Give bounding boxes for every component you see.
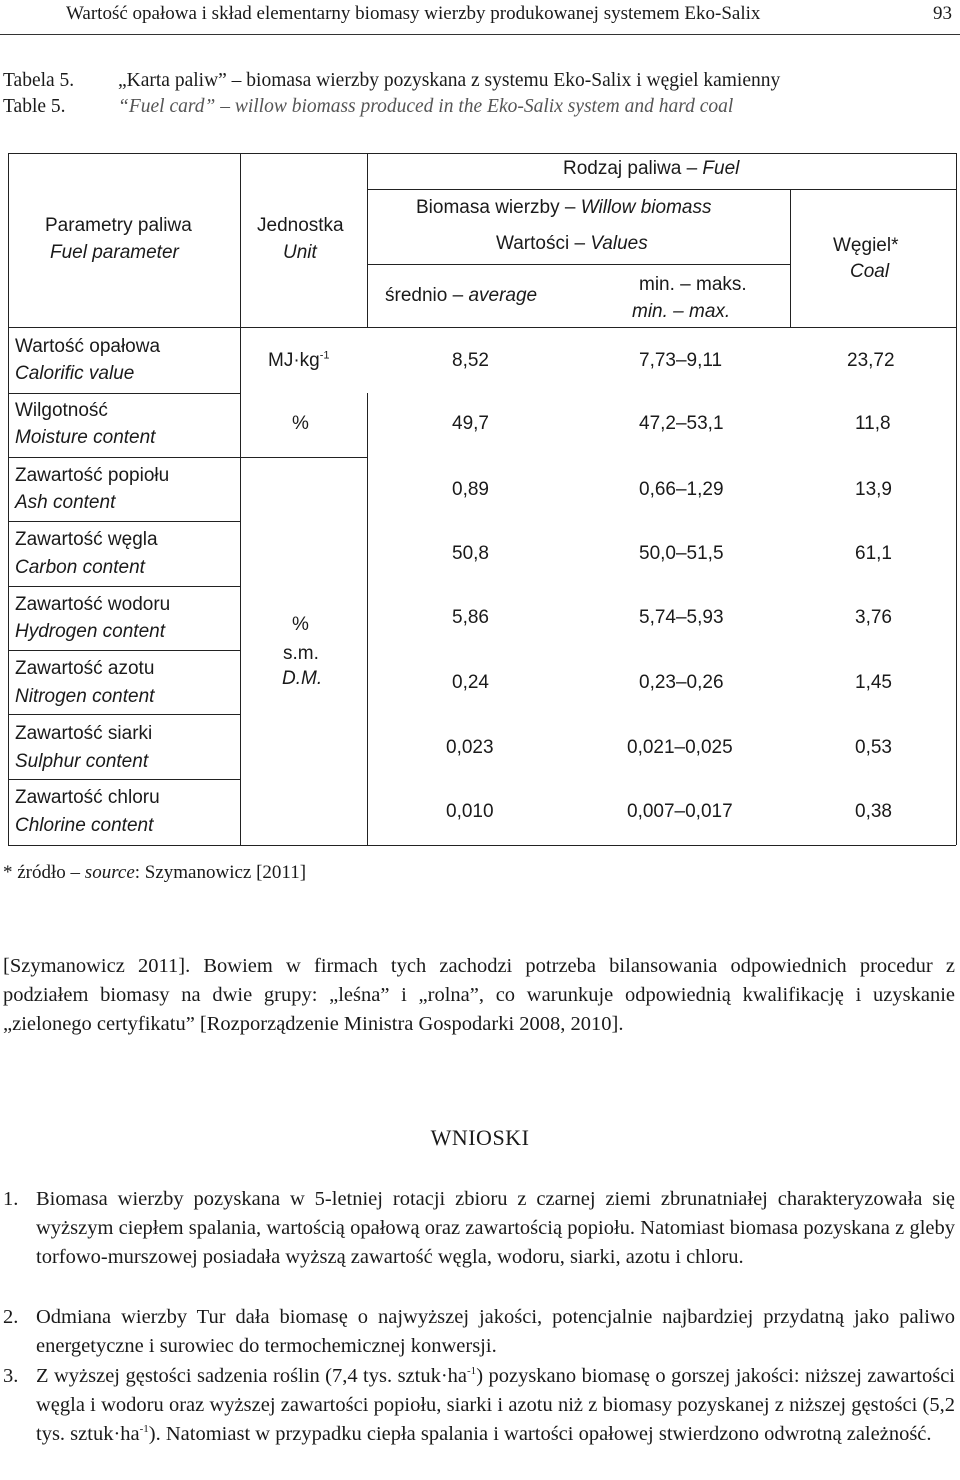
list-number: 1. — [3, 1188, 19, 1210]
list-text-sup: -1 — [467, 1365, 477, 1378]
param-en: Chlorine content — [15, 815, 154, 836]
head-coal-pl: Węgiel* — [833, 235, 899, 256]
head-avg-pl: średnio – — [385, 285, 464, 306]
value-range: 5,74–5,93 — [639, 607, 724, 628]
rule-row-5 — [8, 650, 240, 651]
list-number: 2. — [3, 1306, 19, 1328]
page-number: 93 — [933, 3, 952, 24]
table-caption-en — [3, 96, 733, 118]
list-item — [3, 1362, 955, 1449]
list-number: 3. — [3, 1365, 19, 1387]
value-average: 0,023 — [446, 737, 494, 758]
head-biomass — [416, 197, 711, 219]
running-header — [0, 0, 960, 35]
value-range: 0,66–1,29 — [639, 479, 724, 500]
section-title: WNIOSKI — [430, 1125, 530, 1150]
table-bottom-rule — [8, 845, 956, 846]
head-coal-en: Coal — [850, 261, 890, 282]
value-average: 49,7 — [452, 413, 489, 434]
list-text-part: ). Natomiast w przypadku ciepła spalania i wartości opałowej stwierdzono odwrotną zależność. — [148, 1423, 932, 1445]
param-en: Sulphur content — [15, 751, 149, 772]
param-pl: Wilgotność — [15, 400, 108, 421]
unit-calorific — [268, 350, 330, 372]
head-minmax-en: min. – max. — [632, 301, 731, 322]
head-values — [496, 233, 648, 255]
value-average: 50,8 — [452, 543, 489, 564]
value-coal: 23,72 — [847, 350, 895, 371]
head-param-en: Fuel parameter — [50, 242, 179, 263]
rule-header-bottom — [8, 327, 956, 328]
running-title: Wartość opałowa i skład elementarny biomasy wierzby produkowanej systemem Eko-Salix — [66, 3, 761, 24]
caption-text-pl: „Karta paliw” – biomasa wierzby pozyskana z systemu Eko-Salix i węgiel kamienny — [118, 70, 781, 91]
vrule-unit-body — [367, 393, 368, 845]
rule-row-3 — [8, 521, 240, 522]
param-pl: Zawartość azotu — [15, 658, 155, 679]
param-en: Moisture content — [15, 427, 156, 448]
vrule-right — [956, 153, 957, 845]
footnote-source-word: source — [84, 862, 135, 883]
rule-biomass — [367, 264, 790, 265]
param-en: Calorific value — [15, 363, 135, 384]
value-range: 47,2–53,1 — [639, 413, 724, 434]
param-en: Ash content — [15, 492, 116, 513]
footnote-suffix: : Szymanowicz [2011] — [134, 862, 307, 883]
value-range: 0,007–0,017 — [627, 801, 733, 822]
head-fuel-pl: Rodzaj paliwa – — [563, 158, 698, 179]
param-en: Carbon content — [15, 557, 145, 578]
param-pl: Zawartość popiołu — [15, 465, 170, 486]
value-coal: 13,9 — [855, 479, 892, 500]
head-minmax-pl: min. – maks. — [639, 274, 747, 295]
value-average: 5,86 — [452, 607, 489, 628]
table-footnote — [3, 862, 306, 884]
value-average: 0,24 — [452, 672, 489, 693]
rule-unit-moisture — [240, 457, 367, 458]
value-range: 0,021–0,025 — [627, 737, 733, 758]
head-avg-en: average — [468, 285, 538, 306]
head-biomass-en: Willow biomass — [580, 197, 712, 218]
head-biomass-pl: Biomasa wierzby – — [416, 197, 576, 218]
param-en: Nitrogen content — [15, 686, 155, 707]
table-top-rule — [8, 153, 956, 154]
caption-label-pl: Tabela 5. — [3, 70, 75, 91]
vrule-left — [8, 153, 9, 845]
value-coal: 1,45 — [855, 672, 892, 693]
head-values-en: Values — [590, 233, 648, 254]
unit-moisture: % — [292, 413, 309, 434]
unit-dm-pct: % — [292, 614, 309, 635]
list-text-sup: -1 — [139, 1423, 149, 1436]
head-unit-en: Unit — [283, 242, 317, 263]
value-coal: 61,1 — [855, 543, 892, 564]
unit-dm-pl: s.m. — [283, 643, 319, 664]
value-coal: 3,76 — [855, 607, 892, 628]
list-text: Odmiana wierzby Tur dała biomasę o najwyższej jakości, potencjalnie najbardziej przydatną jako paliwo energetyczne i surowiec do termochemicznej konwersji. — [36, 1306, 955, 1357]
rule-row-4 — [8, 586, 240, 587]
value-range: 50,0–51,5 — [639, 543, 724, 564]
rule-row-1 — [8, 393, 240, 394]
list-text: Biomasa wierzby pozyskana w 5-letniej rotacji zbioru z czarnej ziemi zbrunatniałej charakteryzowała się wyższym ciepłem spalania, wartością opałową oraz zawartością popiołu. Natomiast biomasa pozyskana z gleby torfowo-murszowej posiadała wyższą zawartość węgla, wodoru, siarki, azotu i chloru. — [36, 1188, 955, 1268]
table-caption-pl — [3, 70, 780, 92]
head-fuel-en: Fuel — [702, 158, 740, 179]
param-pl: Wartość opałowa — [15, 336, 161, 357]
rule-row-7 — [8, 779, 240, 780]
unit-dm-en: D.M. — [282, 668, 323, 689]
list-text — [36, 1362, 955, 1449]
value-average: 0,010 — [446, 801, 494, 822]
list-item — [3, 1303, 955, 1361]
head-average — [385, 285, 537, 307]
head-unit-pl: Jednostka — [257, 215, 344, 236]
head-values-pl: Wartości – — [496, 233, 586, 254]
list-text-part: ) pozyskano biomasę o gorszej jakości: niższej zawartości węgla i wodoru oraz wyższej zawartości popiołu, siarki i azotu niż z biomasy pozyskanej z niższej gęstości (5,2 tys. sztuk·ha — [36, 1365, 955, 1445]
value-range: 0,23–0,26 — [639, 672, 724, 693]
unit-calorific-base: MJ·kg — [268, 350, 320, 371]
value-average: 0,89 — [452, 479, 489, 500]
value-average: 8,52 — [452, 350, 489, 371]
rule-row-2 — [8, 457, 240, 458]
unit-calorific-exp: -1 — [319, 349, 330, 362]
vrule-coal — [790, 189, 791, 327]
body-paragraph: [Szymanowicz 2011]. Bowiem w firmach tych zachodzi potrzeba bilansowania odpowiednich procedur z podziałem biomasy na dwie grupy: „leśna” i „rolna”, co warunkuje odpowiednią kwalifikację i uzyskanie „zielonego certyfikatu” [Rozporządzenie Ministra Gospodarki 2008, 2010]. — [3, 955, 955, 1035]
footnote-prefix: * źródło – — [3, 862, 81, 883]
value-coal: 0,53 — [855, 737, 892, 758]
head-fuel-type — [563, 158, 739, 180]
rule-row-6 — [8, 714, 240, 715]
caption-text-en: “Fuel card” – willow biomass produced in the Eko-Salix system and hard coal — [118, 96, 734, 117]
list-text-part: Z wyższej gęstości sadzenia roślin (7,4 tys. sztuk·ha — [36, 1365, 468, 1387]
value-coal: 0,38 — [855, 801, 892, 822]
param-en: Hydrogen content — [15, 621, 165, 642]
param-pl: Zawartość siarki — [15, 723, 153, 744]
rule-fuel-type — [367, 189, 956, 190]
caption-label-en: Table 5. — [3, 96, 66, 117]
vrule-unit — [367, 153, 368, 327]
param-pl: Zawartość chloru — [15, 787, 160, 808]
list-item — [3, 1185, 955, 1272]
value-range: 7,73–9,11 — [639, 350, 723, 371]
head-param-pl: Parametry paliwa — [45, 215, 192, 236]
vrule-param — [240, 153, 241, 845]
param-pl: Zawartość wodoru — [15, 594, 171, 615]
value-coal: 11,8 — [855, 413, 891, 434]
param-pl: Zawartość węgla — [15, 529, 158, 550]
